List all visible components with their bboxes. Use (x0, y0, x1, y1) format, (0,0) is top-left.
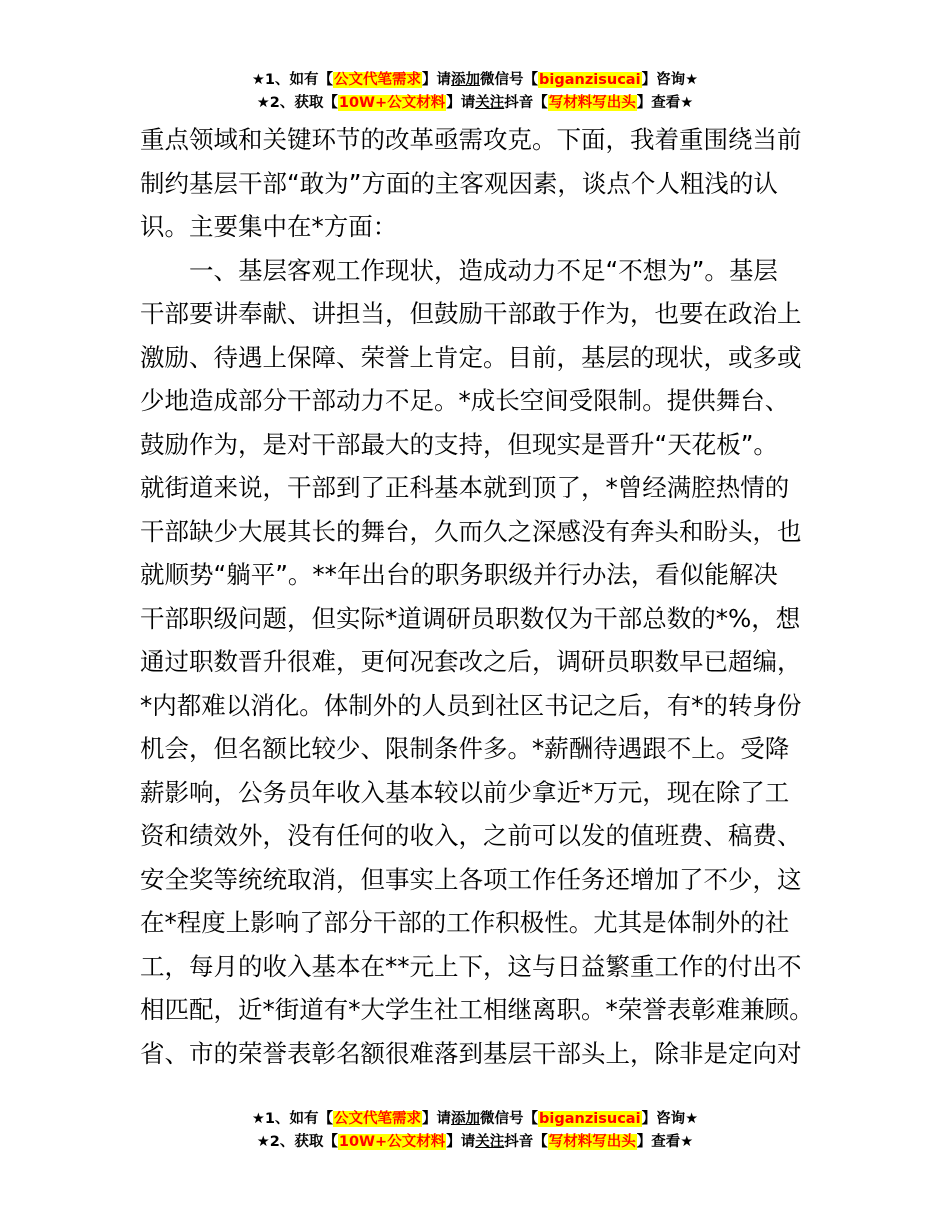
banner-text: 】请 (422, 72, 452, 88)
banner-text: 】请 (446, 95, 476, 111)
banner-text: ★2、获取【 (256, 95, 338, 111)
banner-text: ★2、获取【 (256, 1134, 338, 1150)
body-line: 识。主要集中在*方面： (140, 212, 398, 241)
highlight-text: 写材料写出头 (548, 95, 636, 111)
underlined-text: 添加 (451, 72, 481, 88)
body-line: 安全奖等统统取消，但事实上各项工作任务还增加了不少，这 (140, 864, 802, 894)
body-line: 激励、待遇上保障、荣誉上肯定。目前，基层的现状，或多或 (140, 342, 802, 372)
banner-line-1 (0, 69, 950, 92)
body-line: 就街道来说，干部到了正科基本就到顶了，*曾经满腔热情的 (140, 473, 790, 502)
body-line: 机会，但名额比较少、限制条件多。*薪酬待遇跟不上。受降 (140, 734, 790, 763)
highlight-text: 写材料写出头 (548, 1134, 636, 1150)
banner-text: 抖音【 (504, 1134, 548, 1150)
banner-text: 】查看★ (636, 95, 694, 111)
body-line: 干部要讲奉献、讲担当，但鼓励干部敢于作为，也要在政治上 (140, 299, 802, 328)
banner-text: 】请 (422, 1111, 452, 1127)
body-line: 干部缺少大展其长的舞台，久而久之深感没有奔头和盼头，也 (140, 516, 802, 546)
banner-text: 】请 (446, 1134, 476, 1150)
body-line: 资和绩效外，没有任何的收入，之前可以发的值班费、稿费、 (140, 821, 802, 850)
highlight-text: 10W+公文材料 (338, 1134, 446, 1150)
highlight-text: 公文代笔需求 (334, 72, 422, 88)
body-line: 在*程度上影响了部分干部的工作积极性。尤其是体制外的社 (140, 908, 790, 937)
body-line: 干部职级问题，但实际*道调研员职数仅为干部总数的*%，想 (140, 603, 801, 633)
body-line: 少地造成部分干部动力不足。*成长空间受限制。提供舞台、 (140, 386, 790, 415)
body-line: *内都难以消化。体制外的人员到社区书记之后，有*的转身份 (140, 690, 802, 720)
body-line: 相匹配，近*街道有*大学生社工相继离职。*荣誉表彰难兼顾。 (140, 995, 814, 1024)
banner-text: 】咨询★ (641, 1111, 699, 1127)
banner-text: 微信号【 (480, 1111, 539, 1127)
body-line: 重点领域和关键环节的改革亟需攻克。下面，我着重围绕当前 (140, 125, 802, 154)
body-line: 薪影响，公务员年收入基本较以前少拿近*万元，现在除了工 (140, 777, 790, 807)
underlined-text: 关注 (475, 95, 505, 111)
banner-text: ★1、如有【 (251, 1111, 334, 1127)
body-line: 省、市的荣誉表彰名额很难落到基层干部头上，除非是定向对 (140, 1038, 802, 1068)
body-line: 鼓励作为，是对干部最大的支持，但现实是晋升“天花板”。 (140, 429, 778, 459)
document-body (140, 118, 830, 1075)
banner-text: 】查看★ (636, 1134, 694, 1150)
underlined-text: 关注 (475, 1134, 505, 1150)
highlight-text: 10W+公文材料 (338, 95, 446, 111)
banner-line-2 (0, 1131, 950, 1154)
banner-text: ★1、如有【 (251, 72, 334, 88)
section-heading-line: 一、基层客观工作现状，造成动力不足“不想为”。基层 (189, 255, 778, 285)
body-line: 工，每月的收入基本在**元上下，这与日益繁重工作的付出不 (140, 951, 802, 981)
banner-text: 抖音【 (504, 95, 548, 111)
body-line: 就顺势“躺平”。**年出台的职务职级并行办法，看似能解决 (140, 560, 778, 589)
highlight-text: 公文代笔需求 (334, 1111, 422, 1127)
highlight-text: biganzisucai (539, 1111, 641, 1127)
underlined-text: 添加 (451, 1111, 481, 1127)
banner-text: 微信号【 (480, 72, 539, 88)
banner-line-2 (0, 92, 950, 115)
body-line: 通过职数晋升很难，更何况套改之后，调研员职数早已超编， (140, 647, 802, 676)
footer-banner (0, 1108, 950, 1154)
highlight-text: biganzisucai (539, 72, 641, 88)
header-banner (0, 69, 950, 115)
body-line: 制约基层干部“敢为”方面的主客观因素，谈点个人粗浅的认 (140, 168, 778, 198)
banner-text: 】咨询★ (641, 72, 699, 88)
banner-line-1 (0, 1108, 950, 1131)
